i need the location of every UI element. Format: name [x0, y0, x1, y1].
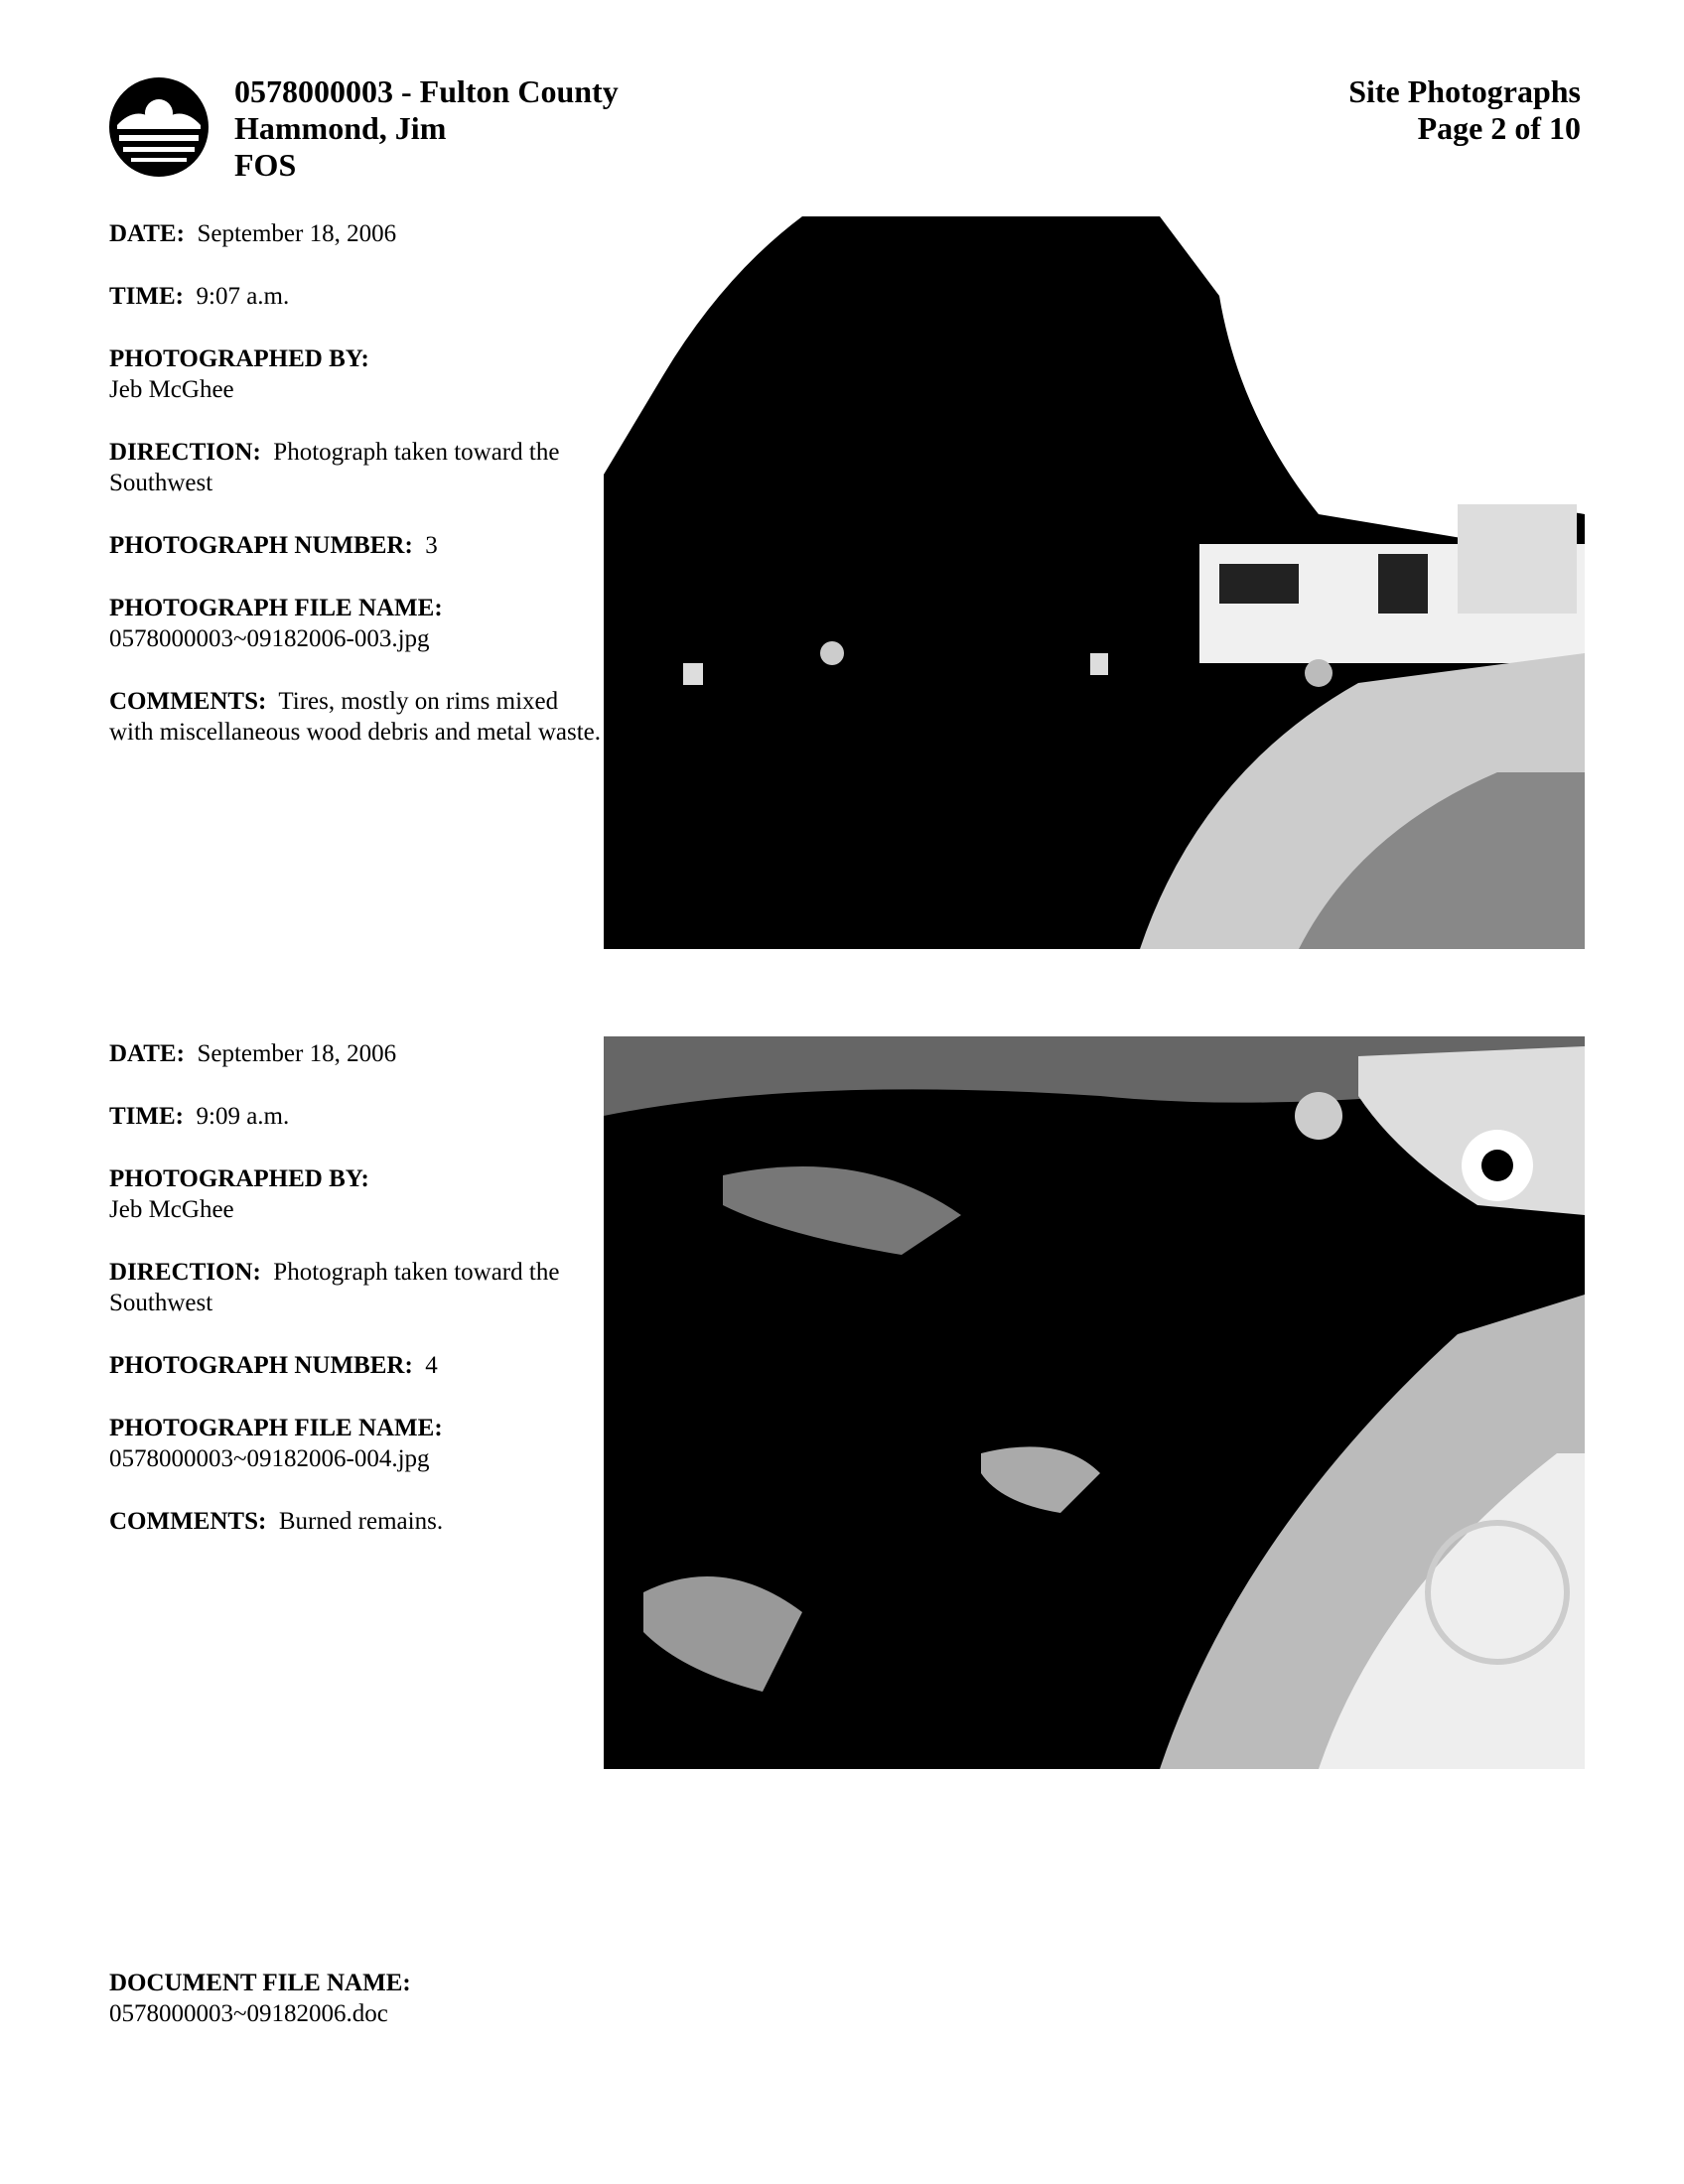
agency-seal-logo-icon — [107, 75, 210, 179]
site-photo-3 — [604, 216, 1585, 949]
time-label: TIME: — [109, 1103, 184, 1130]
comments-field — [109, 686, 606, 748]
direction-field — [109, 1257, 606, 1318]
time-field — [109, 1101, 606, 1132]
photographer-field — [109, 343, 606, 405]
photo-number-field — [109, 530, 606, 561]
document-file-block — [109, 1968, 411, 2029]
direction-value: Photograph taken toward the Southwest — [109, 439, 560, 496]
time-value: 9:07 a.m. — [196, 283, 290, 310]
file-name-field — [109, 593, 606, 654]
file-name-label: PHOTOGRAPH FILE NAME: — [109, 1415, 443, 1441]
direction-value: Photograph taken toward the Southwest — [109, 1259, 560, 1316]
file-name-value: 0578000003~09182006-003.jpg — [109, 625, 430, 652]
photo-number-value: 4 — [425, 1352, 438, 1379]
date-value: September 18, 2006 — [197, 1040, 397, 1067]
site-photo-4 — [604, 1036, 1585, 1769]
site-title: 0578000003 - Fulton County — [234, 73, 619, 109]
time-field — [109, 281, 606, 312]
photographer-field — [109, 1163, 606, 1225]
photo-number-field — [109, 1350, 606, 1381]
time-value: 9:09 a.m. — [196, 1103, 290, 1130]
photo-number-label: PHOTOGRAPH NUMBER: — [109, 532, 413, 559]
time-label: TIME: — [109, 283, 184, 310]
direction-field — [109, 437, 606, 498]
document-header — [234, 73, 619, 184]
comments-field — [109, 1506, 606, 1537]
photographer-value: Jeb McGhee — [109, 1196, 234, 1223]
photographer-label: PHOTOGRAPHED BY: — [109, 1165, 369, 1192]
direction-label: DIRECTION: — [109, 1259, 261, 1286]
date-label: DATE: — [109, 220, 185, 247]
comments-label: COMMENTS: — [109, 1508, 267, 1535]
photo-number-value: 3 — [425, 532, 438, 559]
photographer-label: PHOTOGRAPHED BY: — [109, 345, 369, 372]
document-file-value: 0578000003~09182006.doc — [109, 2000, 388, 2027]
section-title: Site Photographs — [1348, 73, 1581, 109]
file-name-field — [109, 1413, 606, 1474]
comments-label: COMMENTS: — [109, 688, 267, 715]
direction-label: DIRECTION: — [109, 439, 261, 466]
program-code: FOS — [234, 147, 297, 183]
file-name-value: 0578000003~09182006-004.jpg — [109, 1445, 430, 1472]
comments-value: Burned remains. — [278, 1508, 444, 1535]
date-label: DATE: — [109, 1040, 185, 1067]
photo-entry-3 — [109, 218, 606, 779]
date-field — [109, 218, 606, 249]
file-name-label: PHOTOGRAPH FILE NAME: — [109, 595, 443, 621]
date-value: September 18, 2006 — [197, 220, 397, 247]
photo-entry-4 — [109, 1038, 606, 1569]
document-file-label: DOCUMENT FILE NAME: — [109, 1970, 411, 1996]
photographer-value: Jeb McGhee — [109, 376, 234, 403]
page-header-right — [1348, 73, 1581, 147]
page-number: Page 2 of 10 — [1417, 110, 1581, 146]
date-field — [109, 1038, 606, 1069]
photo-number-label: PHOTOGRAPH NUMBER: — [109, 1352, 413, 1379]
owner-name: Hammond, Jim — [234, 110, 447, 146]
comments-value: Tires, mostly on rims mixed with miscellaneous wood debris and metal waste. — [109, 688, 602, 746]
